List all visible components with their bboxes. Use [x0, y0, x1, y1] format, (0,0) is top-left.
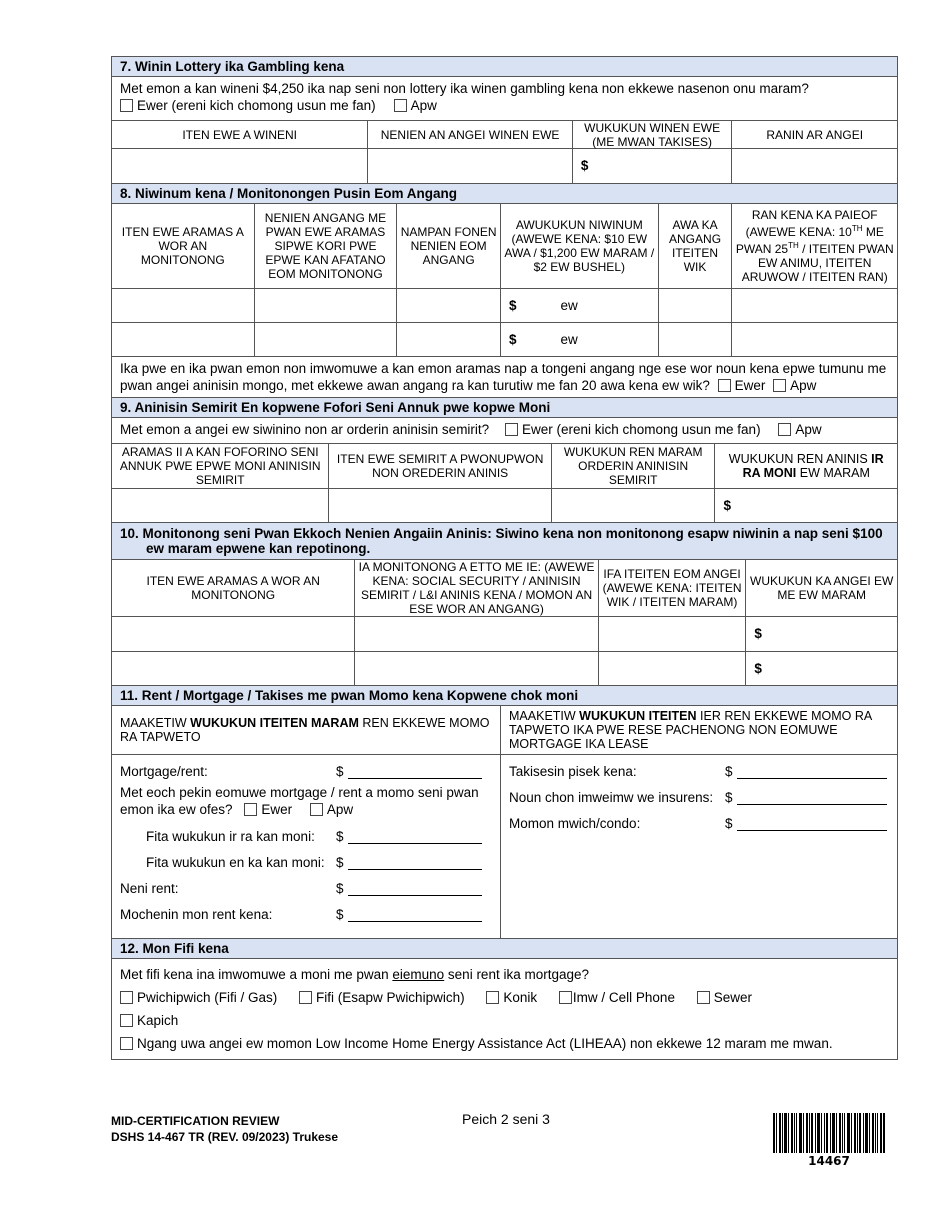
- earner-name-field-1[interactable]: [112, 289, 255, 322]
- abawd-question: [112, 357, 897, 398]
- utilities-question: Met fifi kena ina imwomuwe a moni me pwan eiemuno seni rent ika mortgage?: [120, 967, 590, 982]
- dollar-sign: $: [580, 158, 589, 173]
- electric-checkbox[interactable]: [299, 991, 312, 1004]
- wage-field-2[interactable]: [501, 323, 659, 356]
- earner-name-field-2[interactable]: [112, 323, 255, 356]
- phone-checkbox[interactable]: [559, 991, 572, 1004]
- col-win-location: NENIEN AN ANGEI WINEN EWE: [368, 121, 572, 148]
- liheaa-checkbox[interactable]: [120, 1037, 133, 1050]
- work-phone-field-1[interactable]: [397, 289, 501, 322]
- they-paid-input[interactable]: [348, 829, 482, 844]
- abawd-no-label: Apw: [790, 378, 817, 393]
- ordered-amount-field[interactable]: [552, 489, 716, 522]
- dollar-sign: $: [723, 497, 731, 513]
- shared-cost-yes-checkbox[interactable]: [244, 803, 257, 816]
- col-win-amount: WUKUKUN WINEN EWE (ME MWAN TAKISES): [573, 121, 733, 148]
- rent-fees-line: Mochenin mon rent kena: $: [120, 896, 492, 922]
- barcode-icon: [773, 1113, 885, 1153]
- col-hours: AWA KA ANGANG ITEITEN WIK: [659, 204, 733, 288]
- income-source-field-1[interactable]: [355, 617, 598, 651]
- lottery-no-label: Apw: [410, 98, 437, 113]
- monthly-amount-field-1[interactable]: [746, 617, 897, 651]
- mortgage-rent-label: Mortgage/rent:: [120, 764, 208, 779]
- mortgage-rent-line: Mortgage/rent: $: [120, 757, 492, 779]
- wage-field-1[interactable]: [501, 289, 659, 322]
- col-wage: AWUKUKUN NIWINUM (AWEWE KENA: $10 EW AWA / $1,200 EW MARAM / $2 EW BUSHEL): [501, 204, 659, 288]
- yearly-costs-column: [501, 755, 897, 938]
- col-paid-amount: WUKUKUN REN ANINIS IR RA MONI EW MARAM: [728, 452, 884, 480]
- other-income-table-header: [112, 560, 897, 617]
- other-income-row-1: [112, 617, 897, 652]
- win-location-field[interactable]: [368, 149, 572, 183]
- shared-cost-no-checkbox[interactable]: [310, 803, 323, 816]
- earnings-table-header: [112, 204, 897, 289]
- col-payer: ARAMAS II A KAN FOFORINO SENI ANNUK PWE EPWE MONI ANINISIN SEMIRIT: [112, 444, 329, 488]
- property-tax-line: Takisesin pisek kena: $: [509, 757, 889, 779]
- form-title: MID-CERTIFICATION REVIEW: [111, 1114, 280, 1128]
- lottery-yes-checkbox[interactable]: [120, 99, 133, 112]
- insurance-line: Noun chon imweimw we insurens: $: [509, 779, 889, 805]
- paid-amount-field[interactable]: [715, 489, 897, 522]
- winner-name-field[interactable]: [112, 149, 368, 183]
- child-support-table-header: [112, 444, 897, 489]
- garbage-checkbox[interactable]: [120, 1014, 133, 1027]
- dollar-sign: $: [509, 331, 517, 347]
- lottery-question: Met emon a kan wineni $4,250 ika nap seni non lottery ika winen gambling kena non ekkewe nasenon onu maram?: [120, 81, 809, 96]
- section-11-header: 11. Rent / Mortgage / Takises me pwan Momo kena Kopwene chok moni: [112, 686, 897, 706]
- monthly-costs-column: [112, 755, 501, 938]
- child-support-question: Met emon a angei ew siwinino non ar orderin aninisin semirit?: [120, 422, 490, 437]
- col-ordered-amount: WUKUKUN REN MARAM ORDERIN ANINISIN SEMIRIT: [552, 444, 716, 488]
- section-12-header: 12. Mon Fifi kena: [112, 939, 897, 959]
- mortgage-rent-input[interactable]: [348, 764, 482, 779]
- frequency-field-1[interactable]: [599, 617, 747, 651]
- dollar-sign: $: [754, 626, 762, 641]
- condo-fees-line: Momon mwich/condo: $: [509, 805, 889, 831]
- water-checkbox[interactable]: [486, 991, 499, 1004]
- abawd-yes-checkbox[interactable]: [718, 379, 731, 392]
- col-income-source: IA MONITONONG A ETTO ME IE: (AWEWE KENA: SOCIAL SECURITY / ANINISIN SEMIRIT / L&I ANINIS KENA / MOMON AN ESE WOR AN ANGANG): [355, 560, 598, 616]
- col-recipient-name: ITEN EWE ARAMAS A WOR AN MONITONONG: [112, 560, 355, 616]
- child-support-yes-checkbox[interactable]: [505, 423, 518, 436]
- earnings-row-1: [112, 289, 897, 323]
- per-label: ew: [560, 331, 578, 347]
- employer-field-1[interactable]: [255, 289, 398, 322]
- property-tax-input[interactable]: [737, 764, 887, 779]
- barcode-number: 14467: [808, 1154, 850, 1168]
- shared-cost-no-label: Apw: [326, 802, 354, 817]
- recipient-name-field-1[interactable]: [112, 617, 355, 651]
- housing-instructions: [112, 706, 897, 755]
- you-paid-input[interactable]: [348, 855, 482, 870]
- payer-field[interactable]: [112, 489, 329, 522]
- work-phone-field-2[interactable]: [397, 323, 501, 356]
- housing-costs: [112, 755, 897, 939]
- col-pay-days: RAN KENA KA PAIEOF (AWEWE KENA: 10TH ME PWAN 25TH / ITEITEN PWAN EW ANIMU, ITEITEN ARUWOW / ITEITEN RAN): [735, 208, 894, 284]
- section-7-header: 7. Winin Lottery ika Gambling kena: [112, 57, 897, 77]
- section-7-question: [112, 77, 897, 121]
- child-name-field[interactable]: [329, 489, 551, 522]
- mid-certification-form: [111, 56, 898, 1060]
- child-support-no-label: Apw: [795, 422, 822, 437]
- child-support-yes-label: Ewer (ereni kich chomong usun me fan): [521, 422, 761, 437]
- they-paid-line: Fita wukukun ir ra kan moni: $: [120, 818, 492, 844]
- recipient-name-field-2[interactable]: [112, 652, 355, 685]
- col-work-phone: NAMPAN FONEN NENIEN EOM ANGANG: [397, 204, 501, 288]
- col-monthly-amount: WUKUKUN KA ANGEI EW ME EW MARAM: [750, 574, 894, 602]
- utilities-options: Pwichipwich (Fifi / Gas) Fifi (Esapw Pwichipwich) Konik Imw / Cell Phone Sewer: [120, 986, 889, 1009]
- win-amount-field[interactable]: [573, 149, 733, 183]
- other-income-row-2: [112, 652, 897, 686]
- shared-cost-question: Met eoch pekin eomuwe mortgage / rent a momo seni pwan emon ika ew ofes? Ewer Apw: [120, 785, 479, 817]
- form-identifier: [111, 1113, 338, 1145]
- yearly-expenses-instruction: MAAKETIW WUKUKUN ITEITEN IER REN EKKEWE MOMO RA TAPWETO IKA PWE RESE PACHENONG NON EOMUWE MORTGAGE IKA LEASE: [509, 709, 872, 751]
- section-8-header: 8. Niwinum kena / Monitonongen Pusin Eom Angang: [112, 184, 897, 204]
- monthly-amount-field-2[interactable]: [746, 652, 897, 685]
- col-earner-name: ITEN EWE ARAMAS A WOR AN MONITONONG: [112, 204, 255, 288]
- insurance-input[interactable]: [737, 790, 887, 805]
- employer-field-2[interactable]: [255, 323, 398, 356]
- earnings-row-2: [112, 323, 897, 357]
- hours-field-2[interactable]: [659, 323, 733, 356]
- section-9-header: 9. Aninisin Semirit En kopwene Fofori Seni Annuk pwe kopwe Moni: [112, 398, 897, 418]
- col-winner-name: ITEN EWE A WINENI: [112, 121, 368, 148]
- col-child-name: ITEN EWE SEMIRIT A PWONUPWON NON OREDERIN ANINIS: [329, 444, 551, 488]
- col-employer: NENIEN ANGANG ME PWAN EWE ARAMAS SIPWE KORI PWE EPWE KAN AFATANO EOM MONITONONG: [255, 204, 398, 288]
- pay-days-field-2[interactable]: [732, 323, 897, 356]
- heating-gas-checkbox[interactable]: [120, 991, 133, 1004]
- child-support-question-row: [112, 418, 897, 444]
- lot-rent-input[interactable]: [348, 881, 482, 896]
- form-number: DSHS 14-467 TR (REV. 09/2023) Trukese: [111, 1130, 339, 1144]
- sewer-checkbox[interactable]: [697, 991, 710, 1004]
- win-date-field[interactable]: [732, 149, 897, 183]
- lottery-yes-label: Ewer (ereni kich chomong usun me fan): [137, 98, 376, 113]
- you-paid-line: Fita wukukun en ka kan moni: $: [120, 844, 492, 870]
- page-number: Peich 2 seni 3: [462, 1111, 550, 1127]
- garbage-option: Kapich: [120, 1009, 889, 1032]
- abawd-yes-label: Ewer: [734, 378, 766, 393]
- section-10-header: 10. Monitonong seni Pwan Ekkoch Nenien Angaiin Aninis: Siwino kena non monitonong esapw niwinin a nap seni $100 ew maram epwene kan repotinong.: [112, 523, 897, 560]
- col-win-date: RANIN AR ANGEI: [766, 127, 864, 142]
- lottery-table-header: [112, 121, 897, 149]
- child-support-row: [112, 489, 897, 523]
- pay-days-field-1[interactable]: [732, 289, 897, 322]
- liheaa-option: Ngang uwa angei ew momon Low Income Home Energy Assistance Act (LIHEAA) non ekkewe 12 maram me mwan.: [120, 1032, 889, 1055]
- hours-field-1[interactable]: [659, 289, 733, 322]
- monthly-expenses-instruction: MAAKETIW WUKUKUN ITEITEN MARAM REN EKKEWE MOMO RA TAPWETO: [112, 706, 501, 754]
- lottery-no-checkbox[interactable]: [394, 99, 407, 112]
- abawd-question-text: Ika pwe en ika pwan emon non imwomuwe a kan emon aramas nap a tongeni angang nge ese wor noun kena epwe tumunu me pwan angei aninisin mongo, met ekkewe awan angang ra kan turutiw me fan 20 awa kena ew wik?: [120, 361, 887, 393]
- rent-fees-input[interactable]: [348, 907, 482, 922]
- lottery-table-row: [112, 149, 897, 184]
- col-frequency: IFA ITEITEN EOM ANGEI (AWEWE KENA: ITEITEN WIK / ITEITEN MARAM): [599, 560, 747, 616]
- dollar-sign: $: [509, 297, 517, 313]
- shared-cost-yes-label: Ewer: [261, 802, 293, 817]
- abawd-no-checkbox[interactable]: [773, 379, 786, 392]
- lot-rent-line: Neni rent: $: [120, 870, 492, 896]
- per-label: ew: [560, 297, 578, 313]
- child-support-no-checkbox[interactable]: [778, 423, 791, 436]
- dollar-sign: $: [754, 660, 762, 676]
- condo-fees-input[interactable]: [737, 816, 887, 831]
- utilities-section: [112, 959, 897, 1059]
- income-source-field-2[interactable]: [355, 652, 598, 685]
- frequency-field-2[interactable]: [599, 652, 747, 685]
